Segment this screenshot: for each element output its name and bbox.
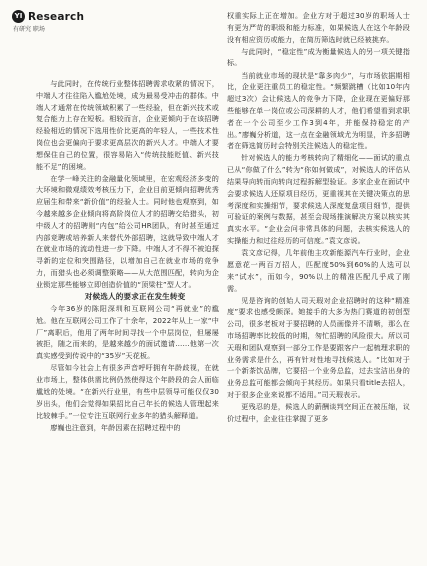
paragraph: 袁文彦记得，几年前他主攻新能源汽车行业时，企业愿意花一两百万招人，匹配度50%到60%的人选可以来“试水”，而如今，90%以上的精准匹配几乎成了刚需。 [227, 248, 410, 293]
brand-row [12, 10, 84, 23]
paragraph: 见是咨询的创始人司天瑕对企业招聘时的这种“精准度”要求也感受颇深。她接手的大多为热门赛道的初创型公司，很多老板对于要招聘的人员画像并不清晰，那么在市场招聘率比较低的时期，匆忙招聘的风险很大。所以司天瑕和团队观察到一部分工作是要跟客户一起梳理求职的业务需求是什么，再有针对性地寻找候选人。“比如对于一个新茶饮品牌，它要招一个业务总监，过去宝洁出身的业务总监可能都会倾向于其经历。如果只看title去招人，对于很多企业来说都不适用。”司天瑕表示。 [227, 295, 410, 399]
paragraph: 在学一峰关注的金融量化领域里，在宏观经济多变的大环境和微观绩效考核压力下，企业目前更倾向招聘优秀应届生和带来“新价值”的经验人士。同时他也观察到，如今越来越多企业倾向将高阶岗位人才的招聘交给猎头，初中级人才的招聘则“内包”给公司HR团队，有时甚至通过内部竞聘或培养新人来替代外部招聘，这就导致中端人才在就业市场的流动性进一步下降。中端人才不得不被迫探寻新的定位和突围路径，以增加自己在就业市场的竞争力，而猎头也必须调整策略——从大范围匹配，转向为企业锁定那些能够立即创造价值的“顶梁柱”型人才。 [36, 173, 219, 289]
paragraph: 廖巍也注意到，年龄因素在招聘过程中的 [50, 422, 181, 432]
section-label: 有研究 职场 [13, 26, 45, 33]
section-heading: 对候选人的要求正在发生转变 [84, 291, 186, 301]
paragraph: 今年36岁的陈阳深圳和互联网公司“再就业”的尴尬。他在互联网公司工作了十余年，2022年从上一家“中厂”离职后，他用了两年时间寻找一个中层岗位，但屡屡被拒，随之而来的，是越来越少的面试邀请……他第一次真实感受到传说中的“35岁”天花板。 [36, 304, 219, 361]
paragraph: 权重实际上正在增加。企业方对于超过30岁的职场人士有更为严苛的职级和能力标准，如果候选人在这个年龄段没有相应资历或能力，在简历筛选时就已经被挑弃。 [227, 11, 410, 44]
paragraph: 尽管如今社会上有很多声音呼吁拥有年龄歧视，在就业市场上，整体供需比例仍然使得这个年龄段的会人面临尴尬的处境。“在新兴行业里，有些中层领导可能仅仅30岁出头，他们会觉得如果招比自己年长的候选人管理起来比较棘手。”一位专注互联网行业多年的猎头解释道。 [36, 363, 219, 420]
paragraph: 针对候选人的能力考核转向了精细化——面试的重点已从“你做了什么”转为“你如何做成”，对候选人的评估从结果导向转而向转向过程拆解型验证。多家企业在面试中会要求候选人还原项目经历，更重视其在关键决策点的思考深度和实操细节，要求候选人深度复盘项目细节，提供可验证的案例与数据，甚至会现场推演解决方案以核实其真实水平。“企业会问非常具体的问题，去核实候选人的实操能力和过往经历的可信度。”袁文彦说。 [227, 153, 410, 246]
paragraph: 当前就业市场的现状是“靠多肉少”，与市场依据期相比，企业更注重员工的稳定性。“频繁跳槽（比如10年内超过3次）会让候选人的竞争力下降，企业现在更偏好那些能够在单一岗位或公司深耕的人才，他们希望看到求职者在一个公司至少工作3到4年，并能保持稳定的产出。”廖巍分析道，这一点在金融领域尤为明显，许多招聘者在筛选简历时会特别关注候选人的稳定性。 [227, 70, 410, 151]
right-column [227, 10, 410, 425]
page-header [12, 10, 84, 33]
paragraph: 更残忍的是，候选人的薪酬谈判空间正在被压缩，议价过程中，企业往往掌握了更多 [227, 402, 410, 423]
brand-logo-icon: YI [12, 10, 25, 23]
left-column [36, 78, 219, 434]
paragraph: 与此同时，“稳定性”成为衡量候选人的另一项关键指标。 [227, 46, 410, 68]
brand-name: Research [28, 10, 85, 23]
paragraph: 与此同时，在传统行业整体招聘需求收紧的情况下，中端人才往往陷入尴尬处境，成为最易受冲击的群体。中端人才通常在传统领域积累了一些经验，但在新兴技术或复合能力上存在短板。相较而言，企业更倾向于在该招聘经验相近的情况下选用性价比更高的年轻人，一些技术性岗位也会更偏向于要求更高层次的新兴人才。中端人才要想保住自己的位置，很容易陷入“传统技能贬值、新兴技能不足”的困境。 [36, 79, 219, 171]
